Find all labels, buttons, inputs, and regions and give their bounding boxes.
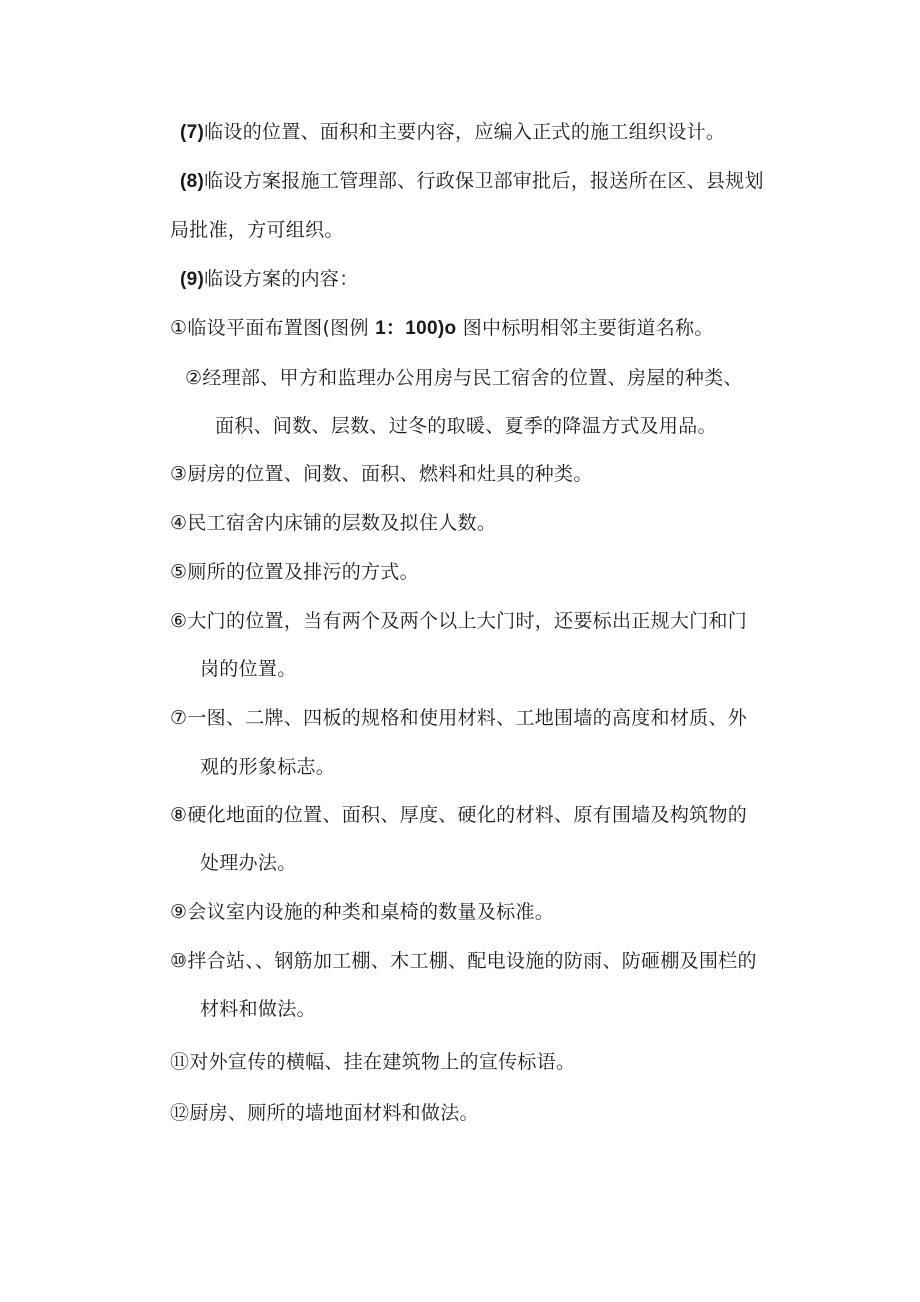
subitem-4-text: 民工宿舍内床铺的层数及拟住人数。 [187,512,497,534]
subitem-5-marker: ⑤ [170,561,188,583]
item-8-number: (8) [180,171,205,192]
subitem-6-continuation: 岗的位置。 [200,658,297,680]
subitem-6-text: 大门的位置，当有两个及两个以上大门时，还要标出正规大门和门 [187,610,748,632]
subitem-6-marker: ⑥ [170,610,188,632]
subitem-10-continuation: 材料和做法。 [200,998,316,1020]
subitem-10-text: 拌合站、、钢筋加工棚、木工棚、配电设施的防雨、防砸棚及围栏的 [187,950,757,972]
item-9-text: 临设方案的内容： [204,268,359,290]
subitem-2-marker: ② [185,367,203,389]
subitem-5-text: 厕所的位置及排污的方式。 [187,561,419,583]
subitem-5 [170,560,419,584]
subitem-7-marker: ⑦ [170,707,188,729]
subitem-11-marker: ⑪ [170,1051,190,1073]
subitem-12-marker: ⑫ [170,1102,190,1124]
subitem-1-text-pre: 临设平面布置图(图例 [187,317,376,339]
subitem-3-text: 厨房的位置、间数、面积、燃料和灶具的种类。 [187,463,593,485]
item-8-text: 临设方案报施工管理部、行政保卫部审批后，报送所在区、县规划 [204,170,764,192]
subitem-7-text: 一图、二牌、四板的规格和使用材料、工地围墙的高度和材质、外 [187,707,748,729]
subitem-1-text-post: 图中标明相邻主要街道名称。 [456,317,714,339]
subitem-2 [185,366,743,390]
subitem-10-marker: ⑩ [170,950,188,972]
subitem-11 [170,1050,575,1074]
subitem-12-text: 厨房、厕所的墙地面材料和做法。 [189,1102,479,1124]
item-7 [180,120,725,145]
subitem-2-text: 经理部、甲方和监理办公用房与民工宿舍的位置、房屋的种类、 [202,367,743,389]
item-8 [180,169,764,194]
subitem-11-text: 对外宣传的横幅、挂在建筑物上的宣传标语。 [189,1051,576,1073]
item-9 [180,267,359,292]
subitem-1-scale: 1：100)o [375,318,457,339]
subitem-10 [170,949,757,973]
subitem-8-marker: ⑧ [170,804,188,826]
subitem-9-marker: ⑨ [170,901,188,923]
subitem-3 [170,462,593,486]
subitem-9 [170,900,554,924]
subitem-8 [170,803,747,827]
item-7-text: 临设的位置、面积和主要内容，应编入正式的施工组织设计。 [204,121,726,143]
subitem-7-continuation: 观的形象标志。 [200,756,336,778]
subitem-4 [170,511,496,535]
subitem-12 [170,1101,479,1125]
subitem-4-marker: ④ [170,512,188,534]
subitem-8-continuation: 处理办法。 [200,852,297,874]
subitem-1-marker: ① [170,317,188,339]
item-9-number: (9) [180,269,205,290]
item-7-number: (7) [180,122,205,143]
item-8-continuation: 局批准，方可组织。 [170,219,344,241]
subitem-9-text: 会议室内设施的种类和桌椅的数量及标准。 [187,901,555,923]
subitem-3-marker: ③ [170,463,188,485]
subitem-6 [170,609,747,633]
subitem-2-continuation: 面积、间数、层数、过冬的取暖、夏季的降温方式及用品。 [215,415,717,437]
subitem-7 [170,706,747,730]
subitem-1 [170,316,714,341]
subitem-8-text: 硬化地面的位置、面积、厚度、硬化的材料、原有围墙及构筑物的 [187,804,748,826]
